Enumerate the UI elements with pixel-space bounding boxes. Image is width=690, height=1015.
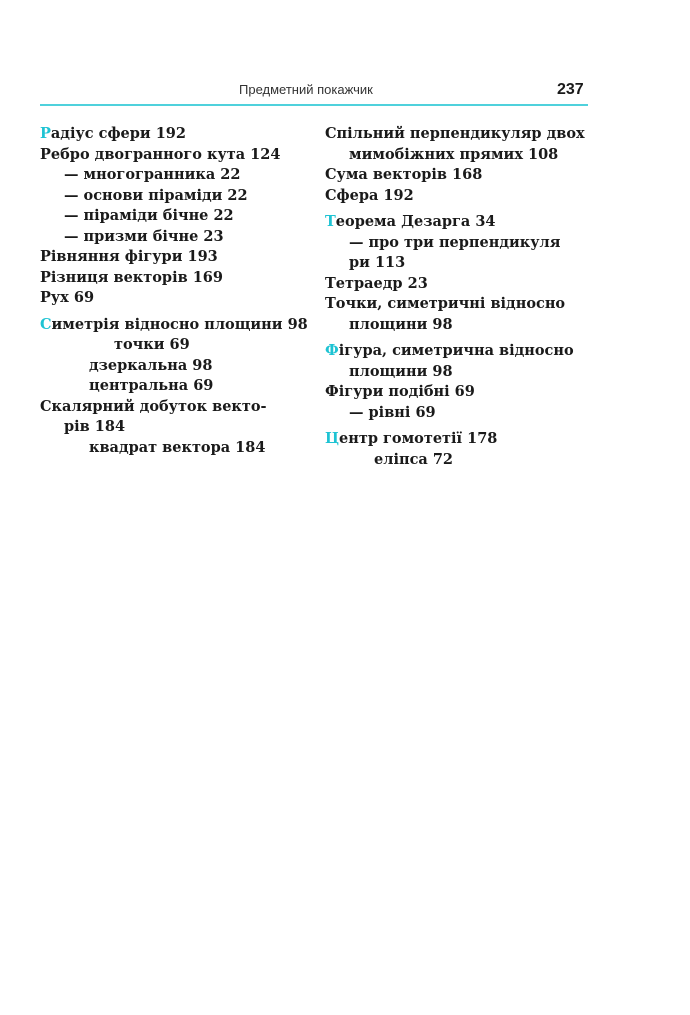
index-entry-text: Тетраедр 23	[325, 274, 428, 292]
section-initial-letter: С	[40, 315, 52, 333]
index-entry	[40, 268, 312, 289]
index-entry	[40, 438, 312, 459]
index-entry-text: центральна 69	[89, 377, 214, 394]
index-entry-text: — многогранника 22	[64, 166, 241, 183]
index-entry-text: ігура, симетрична відносно	[338, 342, 574, 359]
index-entry-text: Ребро двогранного кута 124	[40, 145, 281, 163]
section-initial-letter: Т	[325, 213, 336, 230]
index-entry	[325, 186, 600, 207]
index-column-right	[325, 124, 600, 470]
section-initial-letter: Ц	[325, 430, 340, 447]
index-entry	[40, 165, 312, 186]
section-initial-letter: Ф	[325, 342, 339, 359]
header-divider	[40, 104, 588, 106]
index-entry	[325, 382, 600, 403]
index-entry-text: Рух 69	[40, 289, 95, 306]
index-entry	[40, 288, 312, 309]
index-entry	[325, 429, 600, 450]
index-entry-text: Рівняння фігури 193	[40, 248, 218, 265]
index-entry	[40, 124, 312, 145]
index-entry-text: мимобіжних прямих 108	[349, 145, 559, 163]
index-entry-text: Точки, симетричні відносно	[325, 295, 566, 312]
index-entry-text: — основи піраміди 22	[64, 186, 248, 204]
index-entry-text: — піраміди бічне 22	[64, 207, 234, 224]
index-entry	[325, 145, 600, 166]
index-entry-text: дзеркальна 98	[89, 356, 213, 374]
index-entry	[325, 253, 600, 274]
index-entry	[40, 376, 312, 397]
index-column-left	[40, 124, 312, 458]
index-entry-text: Сума векторів 168	[325, 166, 483, 183]
index-entry	[40, 356, 312, 377]
index-entry	[325, 233, 600, 254]
index-entry	[325, 362, 600, 383]
index-entry-text: иметрія відносно площини 98	[51, 315, 308, 333]
index-entry-text: ентр гомотетії 178	[339, 430, 498, 447]
index-entry	[40, 145, 312, 166]
index-entry-text: Скалярний добуток векто-	[40, 397, 267, 415]
index-entry-text: площини 98	[349, 315, 453, 333]
index-entry	[325, 450, 600, 471]
index-entry	[325, 212, 600, 233]
index-entry	[40, 335, 312, 356]
index-entry	[325, 294, 600, 315]
index-entry-text: адіус сфери 192	[50, 125, 186, 142]
index-entry-text: Спільний перпендикуляр двох	[325, 125, 585, 142]
index-entry	[325, 341, 600, 362]
index-entry	[40, 186, 312, 207]
index-entry-text: Фігури подібні 69	[325, 383, 475, 400]
index-entry-text: точки 69	[114, 336, 190, 353]
page-number: 237	[557, 81, 584, 98]
index-entry	[40, 315, 312, 336]
index-entry-text: Сфера 192	[325, 186, 414, 204]
index-entry	[325, 403, 600, 424]
index-entry	[40, 227, 312, 248]
index-entry	[325, 315, 600, 336]
index-entry-text: еорема Дезарга 34	[335, 213, 496, 230]
index-entry-text: еліпса 72	[374, 450, 454, 468]
section-initial-letter: Р	[40, 125, 51, 142]
index-entry	[325, 165, 600, 186]
index-entry	[40, 397, 312, 418]
running-header-title: Предметний покажчик	[239, 82, 373, 97]
index-entry-text: — призми бічне 23	[64, 227, 224, 245]
index-entry	[40, 206, 312, 227]
index-entry-text: — рівні 69	[349, 403, 436, 421]
index-entry	[325, 124, 600, 145]
index-entry-text: ри 113	[349, 254, 406, 271]
index-entry-text: — про три перпендикуля	[349, 233, 561, 251]
index-entry	[40, 247, 312, 268]
index-entry	[325, 274, 600, 295]
index-entry-text: квадрат вектора 184	[89, 438, 266, 456]
index-entry-text: площини 98	[349, 362, 453, 380]
index-entry	[40, 417, 312, 438]
index-entry-text: рів 184	[64, 418, 126, 435]
index-entry-text: Різниця векторів 169	[40, 268, 223, 286]
